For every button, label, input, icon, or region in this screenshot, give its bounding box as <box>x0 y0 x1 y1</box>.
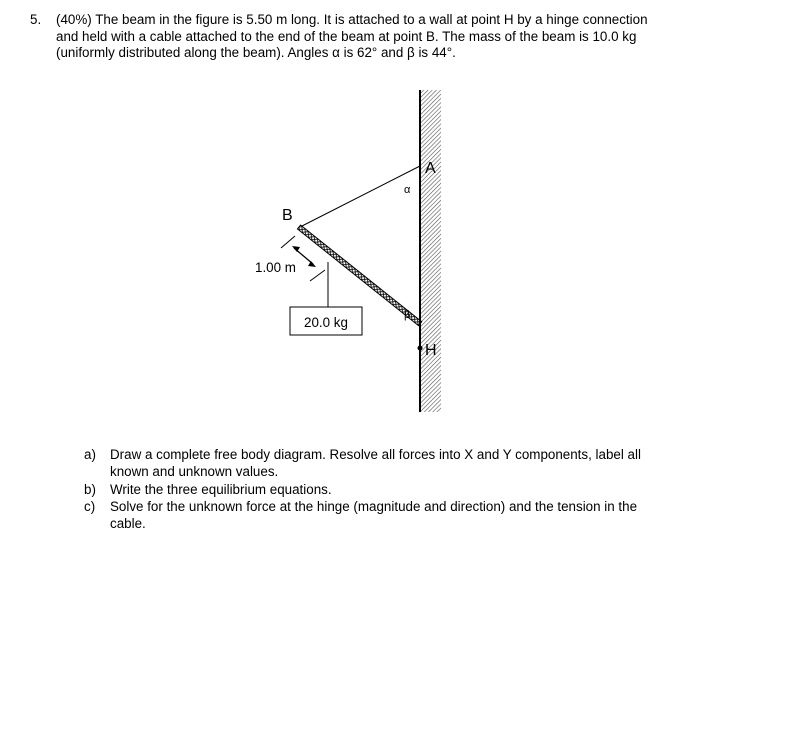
part-c-letter: c) <box>84 499 96 514</box>
part-line: Solve for the unknown force at the hinge (magnitude and direction) and the tension in the <box>110 499 638 514</box>
part-line: Draw a complete free body diagram. Resolve all forces into X and Y components, label all <box>110 447 641 462</box>
problem-number: 5. <box>30 12 42 27</box>
part-b-text <box>110 482 332 499</box>
dimension-tick <box>310 270 325 281</box>
part-a-text <box>110 447 641 480</box>
statement-line: (uniformly distributed along the beam). Angles α is 62° and β is 44°. <box>56 45 456 60</box>
part-b-letter: b) <box>84 482 96 497</box>
part-c-text <box>110 499 637 532</box>
hinge-point <box>418 346 423 351</box>
wall-hatch <box>421 90 441 412</box>
point-label-h: H <box>425 342 437 359</box>
dimension-label: 1.00 m <box>255 260 296 275</box>
point-label-a: A <box>425 160 436 177</box>
part-line: known and unknown values. <box>110 463 279 479</box>
statement-line: and held with a cable attached to the end of the beam at point B. The mass of the beam is 10.0 kg <box>56 28 637 44</box>
part-a-letter: a) <box>84 447 96 462</box>
cable <box>302 166 420 226</box>
weight-label: 20.0 kg <box>304 315 348 330</box>
angle-beta: β <box>404 309 411 321</box>
part-line: Write the three equilibrium equations. <box>110 482 332 497</box>
point-label-b: B <box>282 207 293 224</box>
statement-line: (40%) The beam in the figure is 5.50 m long. It is attached to a wall at point H by a hinge connection <box>56 12 648 27</box>
part-line: cable. <box>110 515 146 531</box>
angle-alpha: α <box>404 184 411 196</box>
